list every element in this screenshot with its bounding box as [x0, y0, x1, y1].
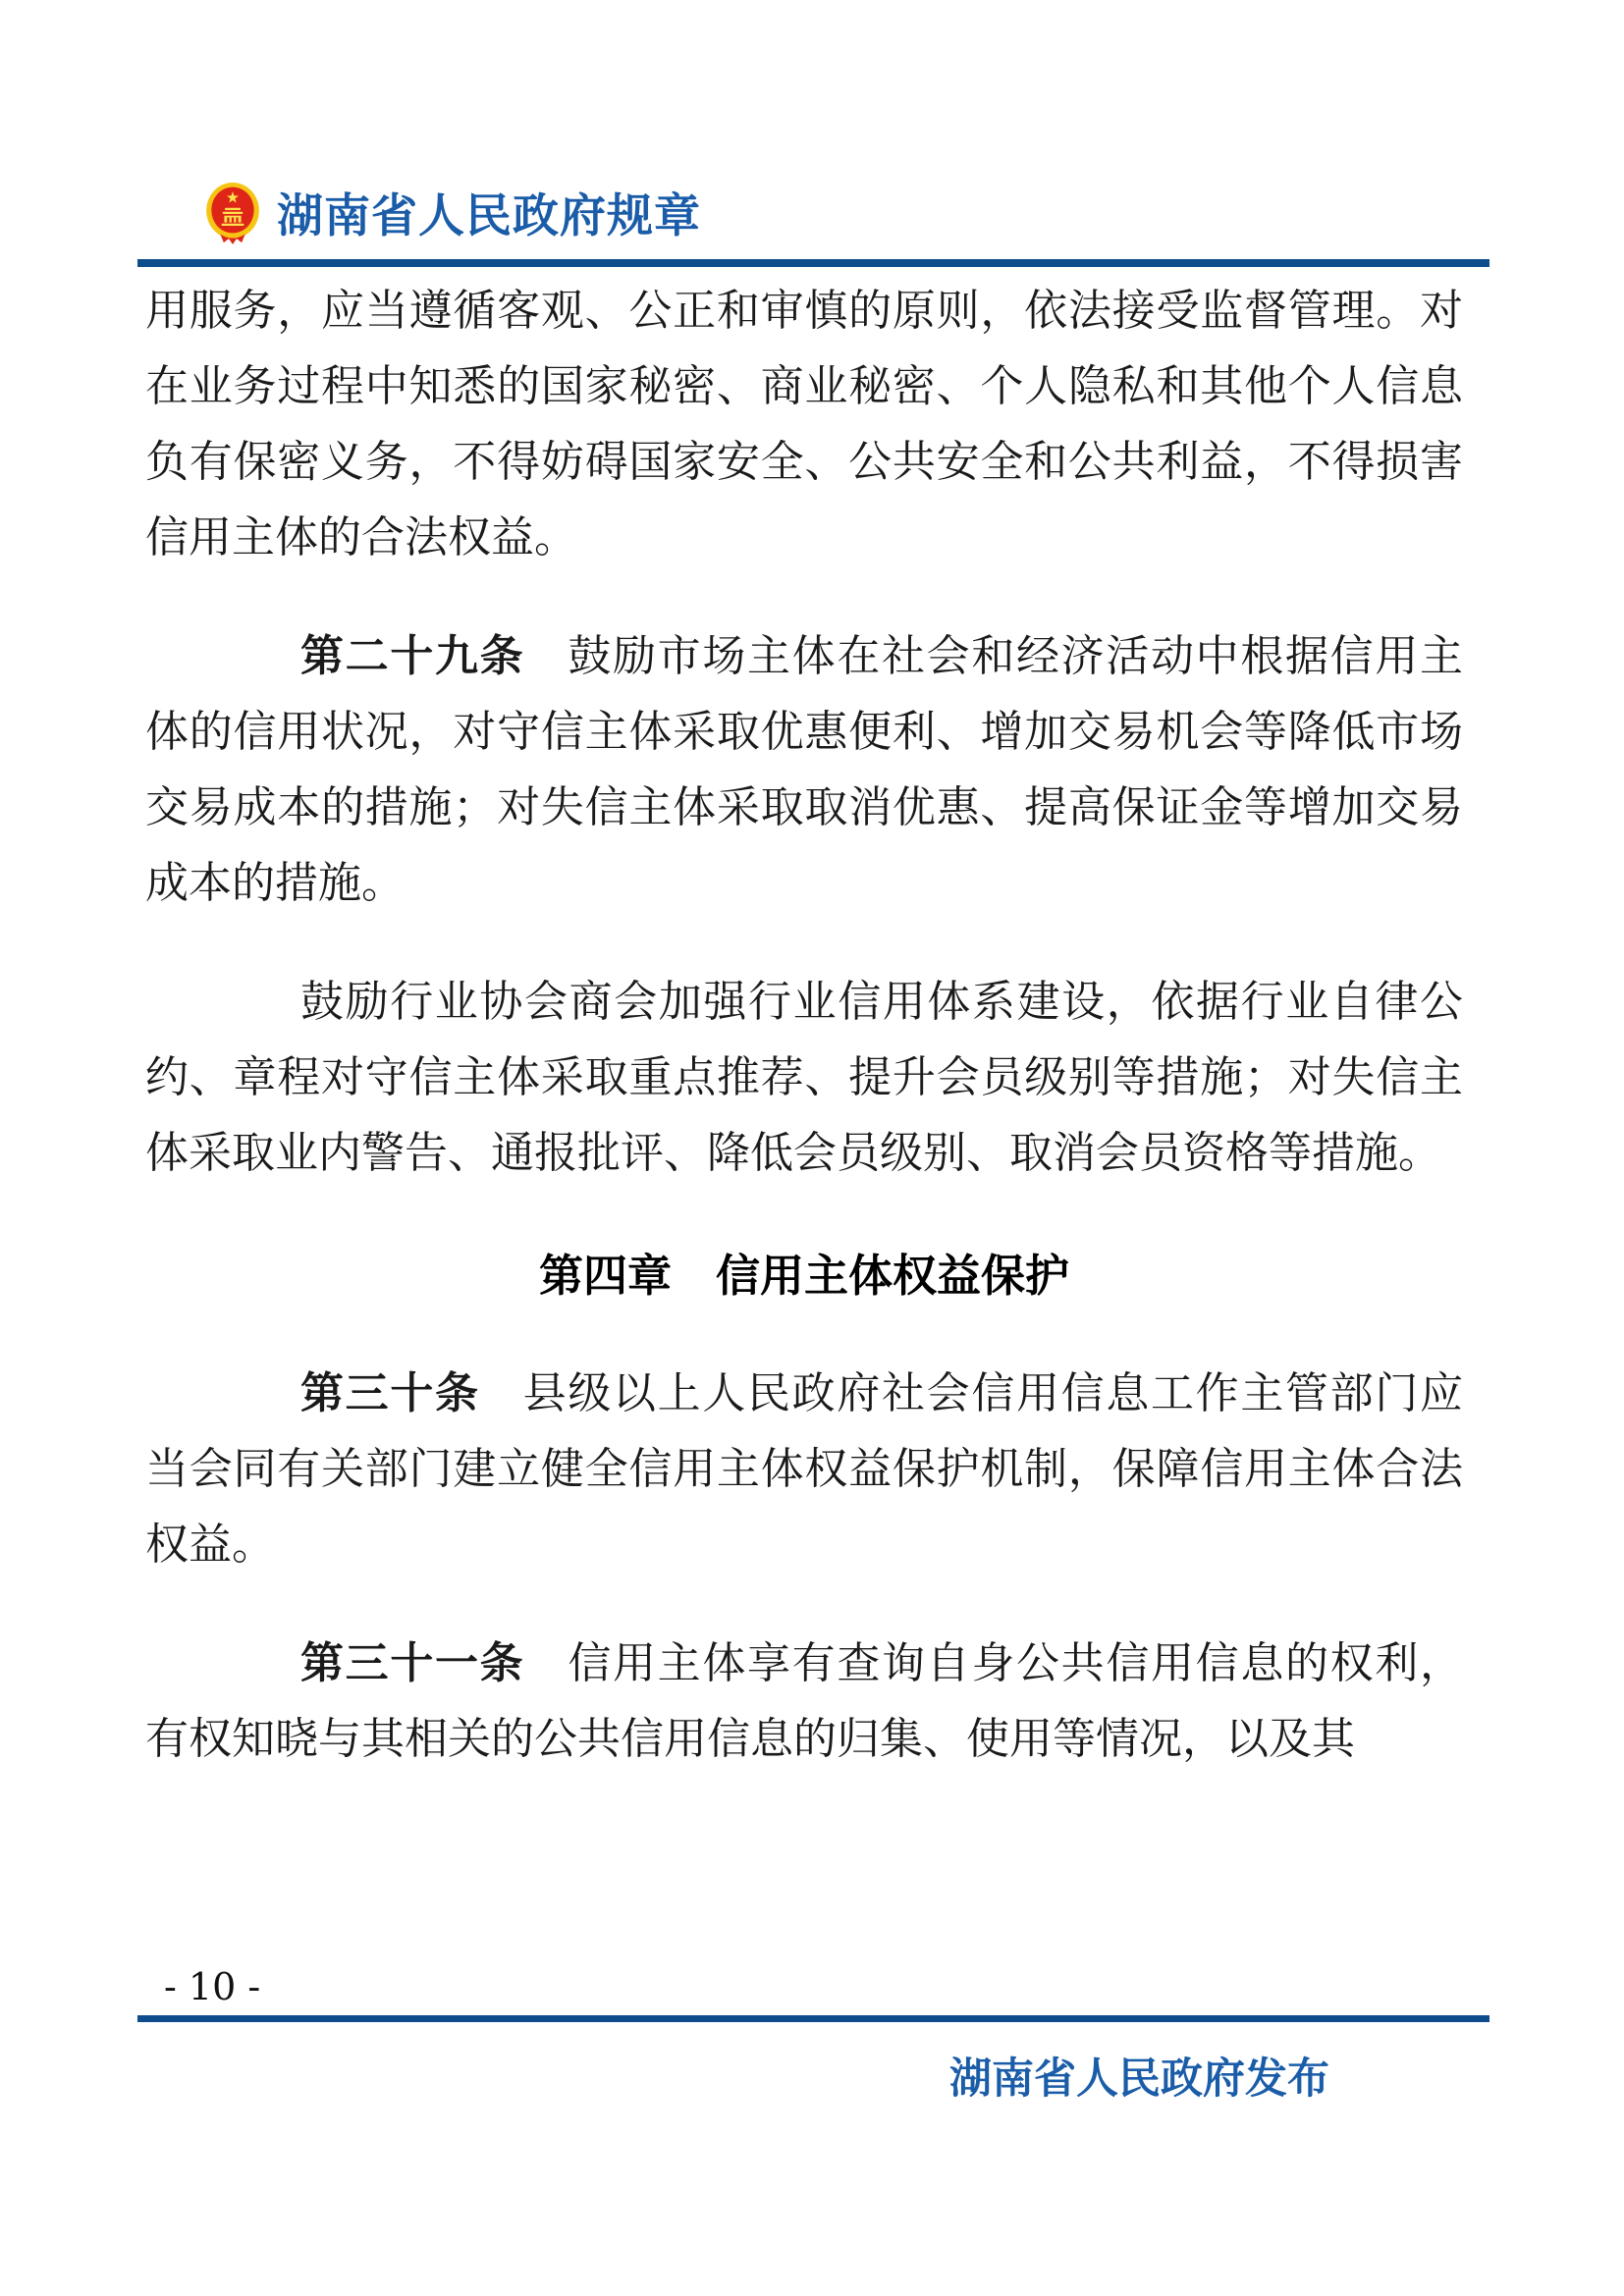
paragraph-text: 鼓励行业协会商会加强行业信用体系建设，依据行业自律公约、章程对守信主体采取重点推荐、提升会员级别等措施；对失信主体采取业内警告、通报批评、降低会员级别、取消会员资格等措施。	[145, 977, 1463, 1178]
page-number: - 10 -	[164, 1965, 261, 2008]
header-title: 湖南省人民政府规章	[277, 189, 701, 243]
paragraph-text: 县级以上人民政府社会信用信息工作主管部门应当会同有关部门建立健全信用主体权益保护机制，保障信用主体合法权益。	[145, 1368, 1464, 1570]
document-body	[145, 273, 1463, 1820]
article-number: 第三十条	[300, 1368, 480, 1418]
publisher-label: 湖南省人民政府发布	[949, 2055, 1329, 2104]
footer-divider	[137, 2015, 1489, 2022]
paragraph	[145, 273, 1463, 575]
paragraph-text: 用服务，应当遵循客观、公正和审慎的原则，依法接受监督管理。对在业务过程中知悉的国家秘密、商业秘密、个人隐私和其他个人信息负有保密义务，不得妨碍国家安全、公共安全和公共利益，不得损害信用主体的合法权益。	[145, 286, 1463, 562]
article-number: 第三十一条	[300, 1638, 525, 1688]
chapter-heading: 第四章 信用主体权益保护	[538, 1250, 1069, 1302]
paragraph-text: 鼓励市场主体在社会和经济活动中根据信用主体的信用状况，对守信主体采取优惠便利、增加交易机会等降低市场交易成本的措施；对失信主体采取取消优惠、提高保证金等增加交易成本的措施。	[145, 631, 1464, 908]
paragraph	[145, 964, 1463, 1191]
header-divider	[137, 259, 1489, 267]
paragraph-text: 信用主体享有查询自身公共信用信息的权利，有权知晓与其相关的公共信用信息的归集、使用等情况，以及其	[145, 1638, 1464, 1764]
paragraph	[145, 1626, 1463, 1777]
national-emblem-icon	[204, 183, 261, 245]
paragraph	[145, 618, 1463, 921]
article-number: 第二十九条	[300, 631, 525, 681]
paragraph	[145, 1356, 1463, 1582]
